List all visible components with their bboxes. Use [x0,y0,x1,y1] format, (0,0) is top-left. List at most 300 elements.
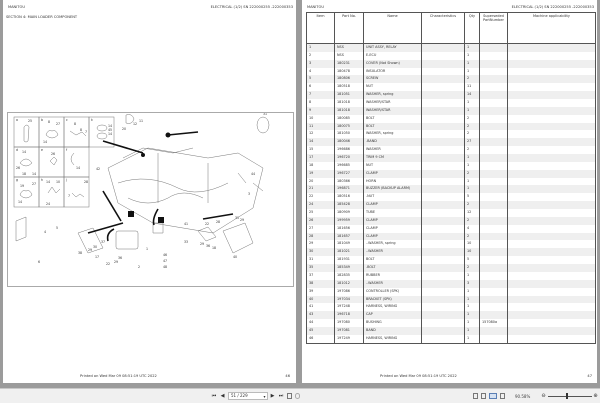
cell-characteristics [422,233,465,241]
cell-name: BAND [364,327,422,335]
cell-name: E-ECU [364,52,422,60]
cell-qty: 1 [465,154,480,162]
cell-part-no: 180046 [335,138,364,146]
svg-text:24: 24 [46,202,51,206]
cell-item: 12 [307,130,335,138]
header-brand: MANITOU [8,5,25,9]
svg-text:j: j [66,178,67,182]
cell-part-no: 181931 [335,256,364,264]
table-row [307,107,596,115]
svg-text:4: 4 [44,230,47,234]
exploded-parts-drawing [7,112,294,287]
cell-part-no: 180075 [335,123,364,131]
svg-text:h: h [41,178,44,182]
table-row [307,264,596,272]
table-row [307,303,596,311]
svg-text:14: 14 [32,172,37,176]
cell-superseded [480,311,508,319]
cell-characteristics [422,52,465,60]
svg-text:2: 2 [138,265,141,269]
svg-text:14: 14 [46,180,51,184]
left-page [3,0,296,383]
cell-superseded [480,107,508,115]
svg-text:b: b [41,118,44,122]
cell-superseded [480,209,508,217]
cell-superseded [480,225,508,233]
cell-qty: 2 [465,115,480,123]
cell-characteristics [422,327,465,335]
cell-machine-applicability [508,327,596,335]
table-row [307,52,596,60]
cell-superseded [480,130,508,138]
cell-qty: 1 [465,68,480,76]
footer-printed-date: Printed on Wed Mar 09 08:51:19 UTC 2022 [380,374,457,378]
table-row [307,185,596,193]
cell-item: 3 [307,60,335,68]
cell-characteristics [422,193,465,201]
table-row [307,115,596,123]
cell-machine-applicability [508,264,596,272]
cell-machine-applicability [508,107,596,115]
cell-characteristics [422,162,465,170]
parts-diagram-svg [8,113,293,286]
column-header-machine-applicability: Machine applicability [508,13,596,44]
cell-superseded [480,154,508,162]
last-page-icon[interactable]: ⏭ [278,393,284,399]
cell-item: 43 [307,311,335,319]
table-row [307,288,596,296]
cell-characteristics [422,311,465,319]
cell-characteristics [422,68,465,76]
cell-superseded [480,240,508,248]
cell-machine-applicability [508,233,596,241]
single-page-view-icon[interactable] [473,393,478,399]
cell-item: 37 [307,272,335,280]
cell-name: WASHER/STAR [364,99,422,107]
page-dropdown-icon[interactable]: ▾ [263,394,266,399]
cell-characteristics [422,288,465,296]
cell-part-no: 181656 [335,225,364,233]
table-row [307,146,596,154]
svg-text:44: 44 [251,172,256,176]
cell-characteristics [422,209,465,217]
cell-item: 26 [307,217,335,225]
cell-qty: 1 [465,60,480,68]
cell-qty: 2 [465,264,480,272]
cell-machine-applicability [508,83,596,91]
cell-characteristics [422,296,465,304]
cell-machine-applicability [508,52,596,60]
parts-table-body [307,44,596,344]
cell-superseded [480,170,508,178]
svg-text:41: 41 [184,222,189,226]
cell-characteristics [422,178,465,186]
cell-characteristics [422,99,465,107]
svg-text:e: e [41,148,43,152]
cell-name: WASHER, spring [364,91,422,99]
table-row [307,154,596,162]
cell-part-no: 197080 [335,319,364,327]
cell-machine-applicability [508,225,596,233]
cell-characteristics [422,75,465,83]
cell-characteristics [422,83,465,91]
cell-item: 46 [307,335,335,343]
svg-text:a: a [16,118,18,122]
cell-part-no: 185349 [335,264,364,272]
cell-qty: 2 [465,123,480,131]
cell-item: 39 [307,288,335,296]
cell-name: WASHER, spring [364,130,422,138]
svg-text:38: 38 [78,251,83,255]
first-page-icon[interactable]: ⏮ [211,393,217,399]
table-row [307,193,596,201]
cell-name: NUT [364,83,422,91]
cell-machine-applicability [508,319,596,327]
cell-part-no: 185428 [335,201,364,209]
svg-text:26: 26 [16,166,21,170]
cell-characteristics [422,280,465,288]
table-row [307,296,596,304]
svg-text:40: 40 [233,255,238,259]
cell-part-no: 182835 [335,272,364,280]
section-title: SECTION 4: MAIN LOADER COMPONENT [6,15,78,19]
cell-superseded [480,256,508,264]
cell-qty: 2 [465,170,480,178]
cell-qty: 12 [465,209,480,217]
cell-item: 14 [307,138,335,146]
cell-item: 6 [307,83,335,91]
cell-name: BOLT [364,256,422,264]
column-header-superseded: Superseded PartNumber [480,13,508,44]
table-row [307,60,596,68]
cell-characteristics [422,225,465,233]
cell-machine-applicability [508,248,596,256]
svg-text:8: 8 [74,122,77,126]
cell-machine-applicability [508,240,596,248]
cell-part-no: NSS [335,44,364,52]
two-page-view-icon[interactable] [489,393,497,399]
svg-text:36: 36 [118,256,123,260]
cell-item: 1 [307,44,335,52]
svg-text:46: 46 [163,253,168,257]
cell-name: .BAND [364,138,422,146]
cell-part-no: 180909 [335,209,364,217]
cell-name: BUZZER (BACKUP ALARM) [364,185,422,193]
cell-superseded [480,217,508,225]
cell-item: 4 [307,68,335,76]
cell-item: 19 [307,170,335,178]
svg-text:27: 27 [32,182,37,186]
svg-text:14: 14 [108,124,113,128]
table-row [307,91,596,99]
cell-part-no: 180806 [335,75,364,83]
cell-part-no: 181051 [335,91,364,99]
cell-characteristics [422,123,465,131]
table-row [307,335,596,343]
cell-part-no: 181018 [335,107,364,115]
zoom-in-icon[interactable]: ⊕ [593,393,598,399]
table-row [307,178,596,186]
svg-text:29: 29 [88,248,93,252]
cell-part-no: 181012 [335,280,364,288]
scroll-view-icon[interactable] [500,393,505,399]
cell-name: CLAMP [364,201,422,209]
svg-text:7: 7 [68,194,71,198]
cell-machine-applicability [508,99,596,107]
cell-part-no: 197034 [335,296,364,304]
table-row [307,280,596,288]
cell-characteristics [422,217,465,225]
cell-machine-applicability [508,170,596,178]
cell-name: .BOLT [364,264,422,272]
cell-machine-applicability [508,193,596,201]
cell-qty: 1 [465,311,480,319]
cell-qty: 27 [465,138,480,146]
cell-superseded [480,99,508,107]
cell-name: UNIT ASSY, RELAY [364,44,422,52]
cell-item: 5 [307,75,335,83]
svg-text:22: 22 [106,262,111,266]
cell-qty: 1 [465,319,480,327]
column-header-part-no: Part No. [335,13,364,44]
cell-characteristics [422,146,465,154]
cell-name: BUSHING [364,319,422,327]
cell-part-no: 196718 [335,311,364,319]
cell-machine-applicability [508,60,596,68]
table-row [307,170,596,178]
cell-qty: 5 [465,193,480,201]
cell-machine-applicability [508,256,596,264]
cell-machine-applicability [508,288,596,296]
svg-text:5: 5 [56,226,59,230]
cell-superseded [480,185,508,193]
cell-name: CLAMP [364,225,422,233]
cell-name: BOLT [364,123,422,131]
cell-superseded: 157080a [480,319,508,327]
cell-superseded [480,52,508,60]
cell-item: 29 [307,240,335,248]
cell-item: 18 [307,162,335,170]
cell-item: 21 [307,185,335,193]
cell-part-no: 181657 [335,233,364,241]
cell-item: 30 [307,248,335,256]
cell-characteristics [422,115,465,123]
cell-machine-applicability [508,335,596,343]
cell-characteristics [422,138,465,146]
cell-machine-applicability [508,280,596,288]
table-row [307,123,596,131]
cell-item: 35 [307,264,335,272]
cell-item: 10 [307,115,335,123]
cell-characteristics [422,240,465,248]
cell-superseded [480,248,508,256]
prev-page-icon[interactable]: ◀ [220,393,225,399]
cell-qty: 2 [465,217,480,225]
svg-text:20: 20 [122,127,127,131]
cell-qty: 1 [465,178,480,186]
cell-qty: 2 [465,201,480,209]
svg-text:8: 8 [48,120,51,124]
cell-qty: 2 [465,233,480,241]
svg-text:26: 26 [51,152,56,156]
table-row [307,319,596,327]
cell-machine-applicability [508,185,596,193]
cell-qty: 1 [465,288,480,296]
svg-text:10: 10 [56,180,61,184]
cell-item: 40 [307,296,335,304]
svg-text:42: 42 [96,167,101,171]
table-row [307,272,596,280]
cell-qty: 3 [465,280,480,288]
svg-text:30: 30 [93,245,98,249]
cell-name: CLAMP [364,217,422,225]
cell-characteristics [422,303,465,311]
table-row [307,83,596,91]
cell-superseded [480,44,508,52]
cell-superseded [480,178,508,186]
cell-characteristics [422,248,465,256]
cell-item: 20 [307,178,335,186]
cell-name: COVER (Not Shown) [364,60,422,68]
cell-superseded [480,68,508,76]
cell-characteristics [422,170,465,178]
zoom-percentage[interactable]: 90.58% [515,394,531,399]
svg-text:25: 25 [28,119,33,123]
table-row [307,327,596,335]
zoom-slider-thumb[interactable] [566,393,568,399]
cell-machine-applicability [508,178,596,186]
cell-qty: 1 [465,44,480,52]
cell-superseded [480,272,508,280]
cell-name: CAP [364,311,422,319]
svg-text:14: 14 [22,150,27,154]
cell-part-no: 180516 [335,193,364,201]
column-header-item: Item [307,13,335,44]
cell-item: 38 [307,280,335,288]
cell-characteristics [422,154,465,162]
cell-superseded [480,264,508,272]
cell-characteristics [422,60,465,68]
cell-name: ..WASHER [364,248,422,256]
cell-machine-applicability [508,91,596,99]
cell-qty: 1 [465,185,480,193]
table-row [307,162,596,170]
table-header-row [307,13,596,44]
cell-superseded [480,138,508,146]
cell-item: 31 [307,256,335,264]
cell-part-no: 199959 [335,217,364,225]
cell-qty: 5 [465,256,480,264]
copy-page-icon[interactable] [287,393,292,399]
svg-text:28: 28 [216,220,221,224]
cell-qty: 10 [465,248,480,256]
cell-qty: 2 [465,75,480,83]
cell-qty: 1 [465,162,480,170]
cell-superseded [480,162,508,170]
cell-part-no: 196720 [335,154,364,162]
cell-characteristics [422,201,465,209]
cell-superseded [480,83,508,91]
cell-qty: 1 [465,272,480,280]
cell-part-no: 180366 [335,178,364,186]
rotate-icon[interactable] [295,393,300,399]
cell-qty: 4 [465,225,480,233]
cell-qty: 1 [465,303,480,311]
continuous-view-icon[interactable] [481,393,486,399]
cell-superseded [480,75,508,83]
cell-part-no: 181018 [335,99,364,107]
svg-text:k: k [91,118,93,122]
cell-characteristics [422,130,465,138]
footer-printed-date: Printed on Wed Mar 09 08:51:19 UTC 2022 [80,374,157,378]
cell-part-no: NSS [335,52,364,60]
cell-machine-applicability [508,123,596,131]
cell-item: 24 [307,201,335,209]
cell-item: 45 [307,327,335,335]
svg-text:48: 48 [163,265,168,269]
header-brand: MANITOU [307,5,324,9]
svg-text:17: 17 [95,255,100,259]
cell-item: 9 [307,107,335,115]
cell-characteristics [422,272,465,280]
cell-name: .NUT [364,193,422,201]
cell-part-no: 196685 [335,162,364,170]
cell-part-no: 196871 [335,185,364,193]
svg-text:7: 7 [85,130,88,134]
cell-part-no: 196727 [335,170,364,178]
cell-part-no: 197086 [335,288,364,296]
parts-table [306,12,596,344]
cell-part-no: 180518 [335,83,364,91]
svg-text:29: 29 [200,242,205,246]
svg-text:28: 28 [84,180,89,184]
cell-name: NUT [364,162,422,170]
cell-item: 7 [307,91,335,99]
cell-machine-applicability [508,311,596,319]
cell-item: 11 [307,123,335,131]
svg-text:14: 14 [108,132,113,136]
zoom-out-icon[interactable]: ⊖ [541,393,546,399]
cell-item: 44 [307,319,335,327]
next-page-icon[interactable]: ▶ [270,393,275,399]
cell-machine-applicability [508,217,596,225]
svg-text:36: 36 [206,244,211,248]
cell-part-no: 181021 [335,248,364,256]
cell-part-no: 197249 [335,335,364,343]
svg-text:45: 45 [108,128,113,132]
cell-characteristics [422,264,465,272]
cell-name: ..WASHER [364,280,422,288]
cell-name: BRACKET (SPK) [364,296,422,304]
cell-name: RUBBER [364,272,422,280]
cell-characteristics [422,91,465,99]
cell-machine-applicability [508,44,596,52]
cell-superseded [480,123,508,131]
table-row [307,217,596,225]
svg-text:18: 18 [212,246,217,250]
cell-machine-applicability [508,296,596,304]
svg-text:18: 18 [22,172,27,176]
cell-superseded [480,201,508,209]
cell-superseded [480,146,508,154]
table-row [307,225,596,233]
cell-part-no: 180478 [335,68,364,76]
cell-item: 25 [307,209,335,217]
table-row [307,233,596,241]
cell-superseded [480,335,508,343]
zoom-slider[interactable] [548,396,592,397]
svg-text:14: 14 [76,166,81,170]
